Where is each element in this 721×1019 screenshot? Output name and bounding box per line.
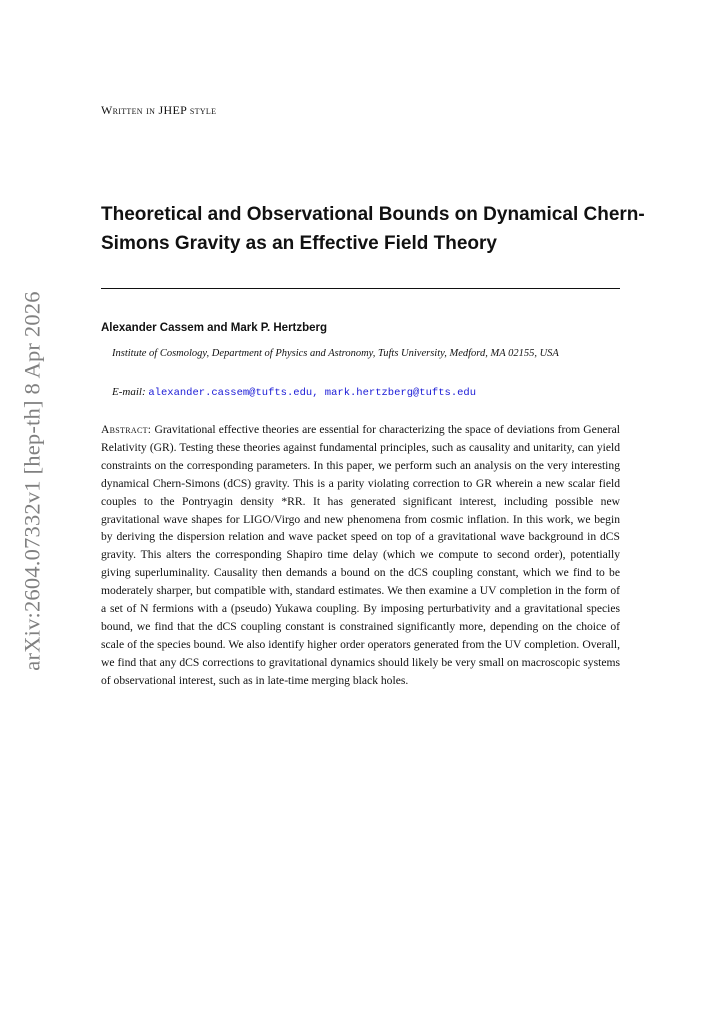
abstract-paragraph [101, 421, 620, 690]
arxiv-identifier-text: arXiv:2604.07332v1 [hep-th] 8 Apr 2026 [20, 291, 46, 671]
abstract-label: Abstract: [101, 423, 152, 436]
email-link-2[interactable]: mark.hertzberg@tufts.edu [324, 387, 477, 399]
author-list: Alexander Cassem and Mark P. Hertzberg [101, 322, 328, 334]
header-note: Written in JHEP style [101, 103, 217, 117]
author-affiliation: Institute of Cosmology, Department of Physics and Astronomy, Tufts University, Medford, MA 02155, USA [112, 348, 559, 359]
email-line [112, 386, 476, 399]
email-link-1[interactable]: alexander.cassem@tufts.edu [148, 387, 313, 399]
title-rule-divider [101, 288, 620, 289]
abstract-text: Gravitational effective theories are essential for characterizing the space of deviations from General Relativity (GR). Testing these theories against fundamental principles, such as causality and unitarity, can yield constraints on the corresponding parameters. In this paper, we perform such an analysis on the very interesting dynamical Chern-Simons (dCS) gravity. This is a parity violating correction to GR wherein a new scalar field couples to the Pontryagin density *RR. It has generated significant interest, including possible new gravitational wave shapes for LIGO/Virgo and new phenomena from cosmic inflation. In this work, we begin by deriving the dispersion relation and wave packet speed on top of a gravitational wave background in dCS gravity. This alters the corresponding Shapiro time delay (which we compute to second order), potentially giving superluminality. Causality then demands a bound on the dCS coupling constant, which we find to be moderately sharper, but compatible with, standard estimates. We then examine a UV completion in the form of a set of N fermions with a (pseudo) Yukawa coupling. By imposing perturbativity and a gravitational species bound, we find that the dCS coupling constant is constrained significantly more, depending on the choice of scale of the species bound. We also identify higher order operators generated from the UV completion. Overall, we find that any dCS corrections to gravitational dynamics should likely be very small on macroscopic systems of observational interest, such as in late-time merging black holes. [101, 423, 620, 687]
email-label: E-mail: [112, 386, 146, 398]
email-separator: , [312, 387, 325, 399]
arxiv-identifier-stamp [13, 291, 53, 671]
paper-title: Theoretical and Observational Bounds on Dynamical Chern-Simons Gravity as an Effective Field Theory [101, 204, 645, 254]
